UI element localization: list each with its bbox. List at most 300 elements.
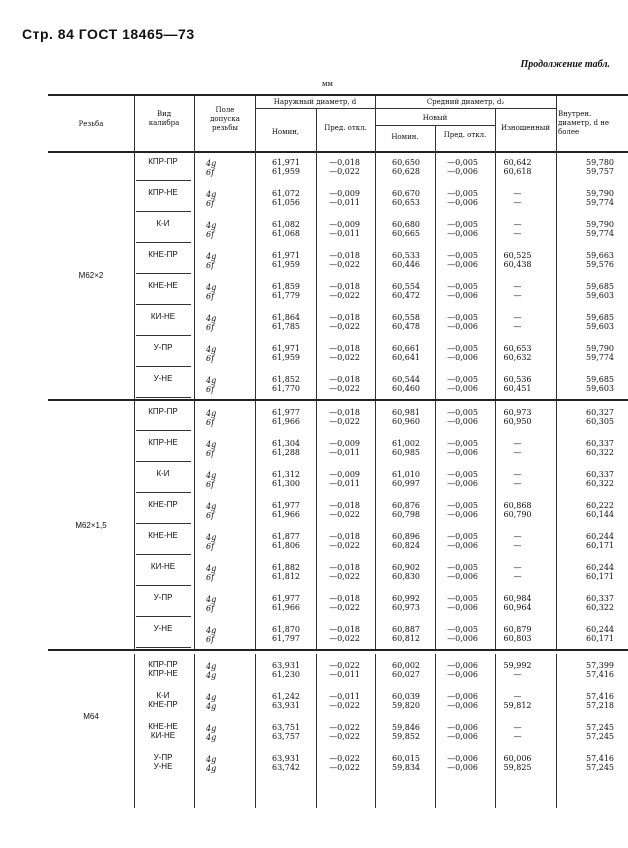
- dd-value: —0,022: [329, 384, 360, 393]
- dd2-value: —0,006: [447, 754, 478, 763]
- table-row: [48, 182, 628, 213]
- dd2-value: —0,006: [447, 448, 478, 457]
- inner-value: 60,337: [586, 594, 614, 603]
- dd-value: —0,011: [329, 692, 360, 701]
- worn-value: —: [513, 723, 522, 732]
- inner-value: 57,416: [586, 692, 614, 701]
- d2-value: 59,820: [392, 701, 420, 710]
- dd-value: —0,009: [329, 470, 360, 479]
- inner-value: 59,774: [586, 198, 614, 207]
- dd-value: —0,011: [329, 670, 360, 679]
- tolerance-value: 4g: [206, 345, 217, 354]
- d-value: 61,304: [272, 439, 300, 448]
- d-value: 61,300: [272, 479, 300, 488]
- worn-value: 59,992: [503, 661, 532, 670]
- dd2-value: —0,005: [447, 344, 478, 353]
- d2-value: 60,812: [392, 634, 420, 643]
- inner-value: 57,245: [586, 723, 614, 732]
- dd2-value: —0,006: [447, 479, 478, 488]
- dd-value: —0,018: [329, 251, 360, 260]
- inner-value: 60,171: [586, 541, 614, 550]
- inner-value: 59,790: [586, 344, 614, 353]
- dd-value: —0,022: [329, 167, 360, 176]
- inner-value: 60,171: [586, 634, 614, 643]
- dd-value: —0,022: [329, 603, 360, 612]
- dd2-value: —0,006: [447, 260, 478, 269]
- gauge-label: КПР-ПР: [148, 660, 178, 669]
- worn-value: 60,006: [503, 754, 532, 763]
- d-value: 61,870: [272, 625, 300, 634]
- gauge-type: [134, 188, 192, 197]
- dd2-value: —0,005: [447, 408, 478, 417]
- inner-value: 60,322: [586, 479, 614, 488]
- inner-value: 59,790: [586, 189, 614, 198]
- d-value: 61,859: [272, 282, 300, 291]
- inner-value: 60,171: [586, 572, 614, 581]
- inner-value: 57,245: [586, 763, 614, 772]
- gauge-type: [134, 691, 192, 709]
- d2-value: 60,981: [392, 408, 420, 417]
- gauge-type: [134, 312, 192, 321]
- thread-group: [48, 401, 628, 651]
- d-value: 61,971: [272, 158, 300, 167]
- dd-value: —0,018: [329, 158, 360, 167]
- worn-value: 60,803: [503, 634, 532, 643]
- worn-value: —: [513, 448, 522, 457]
- d2-value: 60,992: [392, 594, 420, 603]
- dd2-value: —0,006: [447, 603, 478, 612]
- tolerance-value: 6f: [206, 385, 215, 394]
- gauge-type: [134, 722, 192, 740]
- inner-value: 59,685: [586, 375, 614, 384]
- d-value: 61,312: [272, 470, 300, 479]
- table-row: [48, 618, 628, 649]
- gauge-type: [134, 374, 192, 383]
- dd-value: —0,018: [329, 375, 360, 384]
- d-value: 61,882: [272, 563, 300, 572]
- dd2-value: —0,005: [447, 470, 478, 479]
- table-header: [48, 94, 628, 153]
- d-value: 61,864: [272, 313, 300, 322]
- gauge-label: КНЕ-ПР: [148, 700, 178, 709]
- worn-value: 59,825: [503, 763, 532, 772]
- tolerance-value: 4g: [206, 314, 217, 323]
- d-value: 61,812: [272, 572, 300, 581]
- d2-value: 59,846: [392, 723, 420, 732]
- thread-group: [48, 654, 628, 808]
- dd2-value: —0,005: [447, 625, 478, 634]
- d-value: 61,971: [272, 251, 300, 260]
- worn-value: —: [513, 282, 522, 291]
- header-inner: Внутрен. диаметр, d не более: [558, 110, 610, 136]
- gauge-label: К-И: [156, 469, 170, 478]
- tolerance-value: 4g: [206, 564, 217, 573]
- tolerance-value: 6f: [206, 635, 215, 644]
- table-row: [48, 494, 628, 525]
- d2-value: 59,852: [392, 732, 420, 741]
- gauge-label: КИ-НЕ: [150, 562, 176, 571]
- inner-value: 59,790: [586, 220, 614, 229]
- worn-value: —: [513, 692, 522, 701]
- dd2-value: —0,006: [447, 291, 478, 300]
- dd-value: —0,011: [329, 229, 360, 238]
- inner-value: 60,305: [586, 417, 614, 426]
- d2-value: 60,628: [392, 167, 420, 176]
- d-value: 61,288: [272, 448, 300, 457]
- table-row: [48, 401, 628, 432]
- dd2-value: —0,006: [447, 384, 478, 393]
- d2-value: 60,472: [392, 291, 420, 300]
- worn-value: —: [513, 198, 522, 207]
- inner-value: 57,218: [586, 701, 614, 710]
- dd-value: —0,022: [329, 754, 360, 763]
- gauge-label: К-И: [156, 691, 170, 700]
- dd2-value: —0,006: [447, 763, 478, 772]
- gauge-type: [134, 753, 192, 771]
- table-row: [48, 244, 628, 275]
- worn-value: —: [513, 229, 522, 238]
- d-value: 61,966: [272, 417, 300, 426]
- inner-value: 59,780: [586, 158, 614, 167]
- d-value: 61,770: [272, 384, 300, 393]
- dd2-value: —0,006: [447, 322, 478, 331]
- worn-value: 60,879: [503, 625, 532, 634]
- dd-value: —0,011: [329, 198, 360, 207]
- dd-value: —0,022: [329, 732, 360, 741]
- worn-value: 60,950: [503, 417, 532, 426]
- inner-value: 60,327: [586, 408, 614, 417]
- dd-value: —0,018: [329, 344, 360, 353]
- thread-label: М62×1,5: [75, 521, 107, 530]
- d-value: 61,068: [272, 229, 300, 238]
- dd-value: —0,018: [329, 563, 360, 572]
- dd-value: —0,018: [329, 532, 360, 541]
- dd-value: —0,009: [329, 220, 360, 229]
- worn-value: —: [513, 572, 522, 581]
- gauge-label: У-НЕ: [153, 374, 173, 383]
- inner-value: 59,603: [586, 384, 614, 393]
- d-value: 61,242: [272, 692, 300, 701]
- inner-value: 60,144: [586, 510, 614, 519]
- d-value: 61,852: [272, 375, 300, 384]
- worn-value: 60,618: [503, 167, 532, 176]
- gauge-label: У-ПР: [153, 753, 173, 762]
- d2-value: 60,446: [392, 260, 420, 269]
- inner-value: 60,337: [586, 470, 614, 479]
- d2-value: 60,680: [392, 220, 420, 229]
- tolerance-value: 6f: [206, 168, 215, 177]
- d2-value: 60,973: [392, 603, 420, 612]
- worn-value: 60,653: [503, 344, 532, 353]
- worn-value: 60,984: [503, 594, 532, 603]
- tolerance-value: 4g: [206, 221, 217, 230]
- worn-value: —: [513, 541, 522, 550]
- dd-value: —0,022: [329, 763, 360, 772]
- table-row: [48, 716, 628, 747]
- tolerance-value: 4g: [206, 502, 217, 511]
- dd2-value: —0,006: [447, 198, 478, 207]
- d-value: 63,742: [272, 763, 300, 772]
- gauge-label: КПР-НЕ: [148, 188, 178, 197]
- header-new: Новый: [422, 114, 448, 122]
- inner-value: 60,337: [586, 439, 614, 448]
- dd-value: —0,022: [329, 260, 360, 269]
- dd2-value: —0,006: [447, 229, 478, 238]
- header-gauge-type: Вид калибра: [148, 110, 180, 127]
- inner-value: 59,576: [586, 260, 614, 269]
- tolerance-value: 4g: [206, 724, 217, 733]
- dd-value: —0,011: [329, 479, 360, 488]
- inner-value: 60,322: [586, 603, 614, 612]
- table-body: [48, 151, 628, 808]
- dd2-value: —0,006: [447, 353, 478, 362]
- worn-value: 60,536: [503, 375, 532, 384]
- header-deviation2: Пред. откл.: [443, 131, 487, 139]
- worn-value: 60,632: [503, 353, 532, 362]
- worn-value: —: [513, 563, 522, 572]
- dd-value: —0,018: [329, 282, 360, 291]
- d-value: 61,966: [272, 603, 300, 612]
- dd2-value: —0,006: [447, 692, 478, 701]
- table-row: [48, 525, 628, 556]
- dd2-value: —0,005: [447, 532, 478, 541]
- dd-value: —0,009: [329, 189, 360, 198]
- d2-value: 60,650: [392, 158, 420, 167]
- inner-value: 59,603: [586, 322, 614, 331]
- worn-value: 60,973: [503, 408, 532, 417]
- dd-value: —0,022: [329, 634, 360, 643]
- gauge-type: [134, 407, 192, 416]
- tolerance-value: 4g: [206, 626, 217, 635]
- tolerance-value: 6f: [206, 354, 215, 363]
- table-row: [48, 685, 628, 716]
- gauge-label: КНЕ-НЕ: [148, 281, 178, 290]
- tolerance-value: 4g: [206, 702, 217, 711]
- gauge-label: КИ-НЕ: [150, 312, 176, 321]
- gauge-type: [134, 469, 192, 478]
- tolerance-value: 4g: [206, 764, 217, 773]
- inner-value: 59,757: [586, 167, 614, 176]
- inner-value: 59,663: [586, 251, 614, 260]
- inner-value: 60,244: [586, 532, 614, 541]
- d-value: 61,785: [272, 322, 300, 331]
- tolerance-value: 6f: [206, 480, 215, 489]
- dd2-value: —0,006: [447, 723, 478, 732]
- d2-value: 60,665: [392, 229, 420, 238]
- tolerance-value: 4g: [206, 440, 217, 449]
- worn-value: 60,451: [503, 384, 532, 393]
- header-outer-diameter: Наружный диаметр, d: [273, 98, 357, 106]
- d2-value: 60,558: [392, 313, 420, 322]
- tolerance-value: 4g: [206, 159, 217, 168]
- d-value: 63,757: [272, 732, 300, 741]
- tolerance-value: 4g: [206, 283, 217, 292]
- tolerance-value: 6f: [206, 261, 215, 270]
- d2-value: 60,876: [392, 501, 420, 510]
- tolerance-value: 6f: [206, 230, 215, 239]
- dd-value: —0,022: [329, 661, 360, 670]
- gauge-type: [134, 343, 192, 352]
- d2-value: 60,661: [392, 344, 420, 353]
- d-value: 61,959: [272, 353, 300, 362]
- d-value: 61,877: [272, 532, 300, 541]
- d2-value: 60,533: [392, 251, 420, 260]
- gauge-type: [134, 593, 192, 602]
- d2-value: 60,896: [392, 532, 420, 541]
- d2-value: 59,834: [392, 763, 420, 772]
- worn-value: —: [513, 532, 522, 541]
- page-header: Стр. 84 ГОСТ 18465—73: [22, 26, 195, 42]
- dd-value: —0,018: [329, 313, 360, 322]
- header-pitch-diameter: Средний диаметр, d₂: [426, 98, 505, 106]
- d2-value: 60,039: [392, 692, 420, 701]
- table-row: [48, 368, 628, 399]
- inner-value: 60,222: [586, 501, 614, 510]
- tolerance-value: 4g: [206, 662, 217, 671]
- gauge-type: [134, 660, 192, 678]
- tolerance-value: 6f: [206, 511, 215, 520]
- d-value: 61,056: [272, 198, 300, 207]
- dd2-value: —0,005: [447, 282, 478, 291]
- d-value: 61,230: [272, 670, 300, 679]
- inner-value: 57,399: [586, 661, 614, 670]
- worn-value: 60,642: [503, 158, 532, 167]
- d2-value: 61,002: [392, 439, 420, 448]
- worn-value: —: [513, 322, 522, 331]
- worn-value: —: [513, 291, 522, 300]
- dd-value: —0,022: [329, 572, 360, 581]
- dd-value: —0,011: [329, 448, 360, 457]
- dd-value: —0,022: [329, 322, 360, 331]
- d2-value: 60,997: [392, 479, 420, 488]
- worn-value: —: [513, 220, 522, 229]
- d-value: 63,931: [272, 661, 300, 670]
- d2-value: 61,010: [392, 470, 420, 479]
- tolerance-value: 4g: [206, 471, 217, 480]
- d-value: 61,966: [272, 510, 300, 519]
- dd-value: —0,022: [329, 353, 360, 362]
- d-value: 61,977: [272, 594, 300, 603]
- d-value: 61,082: [272, 220, 300, 229]
- tolerance-value: 4g: [206, 409, 217, 418]
- thread-group: [48, 151, 628, 401]
- inner-value: 59,603: [586, 291, 614, 300]
- gauge-type: [134, 624, 192, 633]
- gauge-type: [134, 281, 192, 290]
- table-row: [48, 213, 628, 244]
- dd-value: —0,022: [329, 541, 360, 550]
- header-nominal2: Номин.: [391, 133, 419, 141]
- gauge-type: [134, 250, 192, 259]
- worn-value: 60,525: [503, 251, 532, 260]
- tolerance-value: 4g: [206, 671, 217, 680]
- table-row: [48, 747, 628, 778]
- tolerance-value: 4g: [206, 595, 217, 604]
- d2-value: 60,554: [392, 282, 420, 291]
- table-row: [48, 151, 628, 182]
- d-value: 61,977: [272, 408, 300, 417]
- inner-value: 60,322: [586, 448, 614, 457]
- tolerance-value: 4g: [206, 693, 217, 702]
- inner-value: 57,416: [586, 670, 614, 679]
- tolerance-value: 6f: [206, 323, 215, 332]
- dd2-value: —0,006: [447, 634, 478, 643]
- gauge-type: [134, 219, 192, 228]
- dd-value: —0,022: [329, 510, 360, 519]
- dd-value: —0,022: [329, 701, 360, 710]
- gauge-label: У-ПР: [153, 593, 173, 602]
- worn-value: —: [513, 470, 522, 479]
- dd2-value: —0,005: [447, 594, 478, 603]
- d-value: 61,959: [272, 260, 300, 269]
- d2-value: 60,015: [392, 754, 420, 763]
- d-value: 61,977: [272, 501, 300, 510]
- d-value: 61,959: [272, 167, 300, 176]
- worn-value: 59,812: [503, 701, 532, 710]
- table-row: [48, 654, 628, 685]
- tolerance-value: 4g: [206, 533, 217, 542]
- tolerance-value: 4g: [206, 252, 217, 261]
- gauge-type: [134, 438, 192, 447]
- gauge-label: КПР-НЕ: [148, 438, 178, 447]
- dd2-value: —0,006: [447, 732, 478, 741]
- gauge-label: К-И: [156, 219, 170, 228]
- dd-value: —0,018: [329, 408, 360, 417]
- d2-value: 60,960: [392, 417, 420, 426]
- gauge-label: У-НЕ: [153, 762, 173, 771]
- worn-value: —: [513, 732, 522, 741]
- worn-value: 60,438: [503, 260, 532, 269]
- table-row: [48, 306, 628, 337]
- tolerance-value: 6f: [206, 449, 215, 458]
- gauge-label: КПР-ПР: [148, 407, 178, 416]
- tolerance-value: 6f: [206, 604, 215, 613]
- dd-value: —0,018: [329, 594, 360, 603]
- d2-value: 60,653: [392, 198, 420, 207]
- d2-value: 60,670: [392, 189, 420, 198]
- header-deviation: Пред. откл.: [324, 124, 367, 132]
- dd2-value: —0,006: [447, 670, 478, 679]
- d-value: 61,806: [272, 541, 300, 550]
- dd-value: —0,022: [329, 417, 360, 426]
- d-value: 61,072: [272, 189, 300, 198]
- dd2-value: —0,005: [447, 158, 478, 167]
- dd2-value: —0,005: [447, 501, 478, 510]
- gauge-label: КНЕ-ПР: [148, 500, 178, 509]
- gauge-type: [134, 531, 192, 540]
- dd2-value: —0,005: [447, 220, 478, 229]
- header-nominal: Номин,: [271, 128, 300, 136]
- inner-value: 57,245: [586, 732, 614, 741]
- unit-label: мм: [322, 80, 333, 88]
- gauge-label: КПР-ПР: [148, 157, 178, 166]
- dd-value: —0,022: [329, 723, 360, 732]
- dd2-value: —0,006: [447, 572, 478, 581]
- gauge-type: [134, 500, 192, 509]
- thread-label: М64: [83, 712, 99, 721]
- dd2-value: —0,006: [447, 701, 478, 710]
- worn-value: —: [513, 189, 522, 198]
- table-row: [48, 587, 628, 618]
- dd2-value: —0,005: [447, 439, 478, 448]
- dd2-value: —0,005: [447, 189, 478, 198]
- gauge-label: У-НЕ: [153, 624, 173, 633]
- gauge-label: КИ-НЕ: [150, 731, 176, 740]
- table-row: [48, 432, 628, 463]
- gauge-label: КНЕ-ПР: [148, 250, 178, 259]
- gauge-type: [134, 157, 192, 166]
- dd-value: —0,009: [329, 439, 360, 448]
